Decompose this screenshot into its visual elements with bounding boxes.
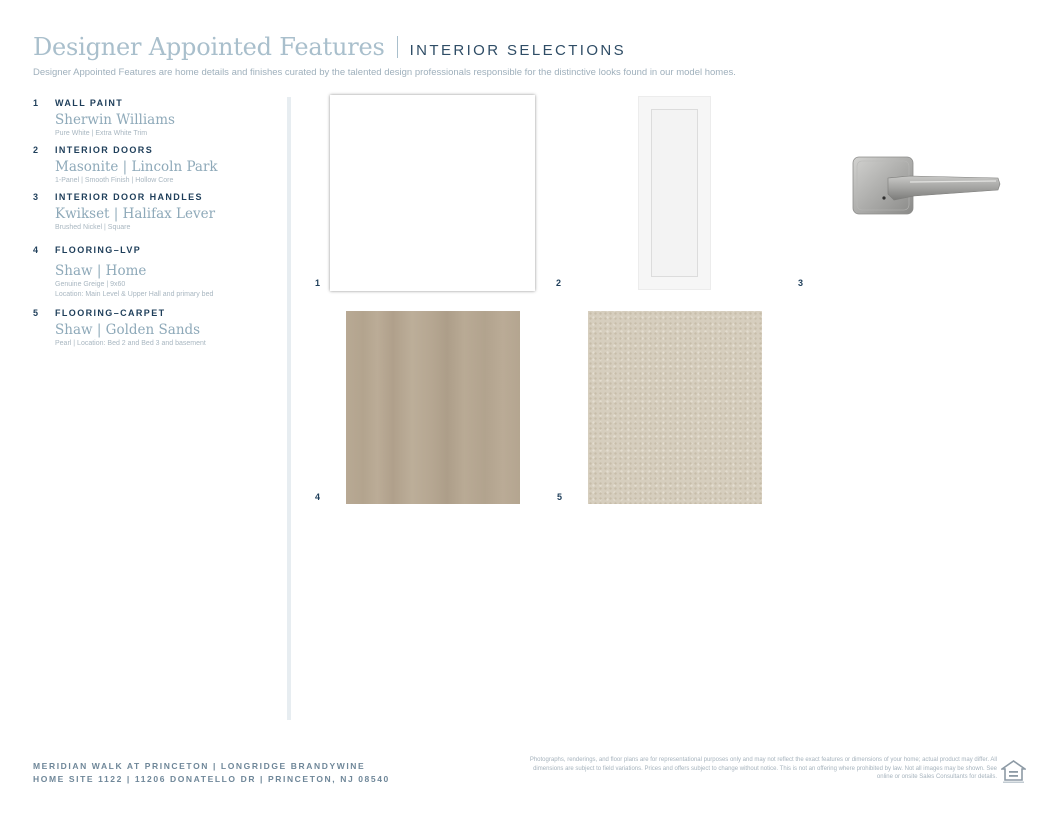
- item-title: Shaw | Golden Sands: [55, 322, 201, 338]
- footer-community: MERIDIAN WALK AT PRINCETON | LONGRIDGE BRANDYWINE: [33, 761, 366, 771]
- title-divider: [397, 36, 398, 58]
- page-subtitle: INTERIOR SELECTIONS: [409, 42, 627, 59]
- item-number: 1: [33, 98, 40, 108]
- selections-list: [33, 98, 278, 355]
- item-number: 5: [33, 308, 40, 318]
- footer-homesite: HOME SITE 1122 | 11206 DONATELLO DR | PRINCETON, NJ 08540: [33, 774, 390, 784]
- item-detail: Location: Main Level & Upper Hall and primary bed: [55, 291, 214, 298]
- item-category: INTERIOR DOOR HANDLES: [55, 192, 203, 202]
- page-header: [33, 33, 1023, 78]
- door-lever-icon: [850, 150, 1005, 220]
- title-row: [33, 33, 1023, 61]
- swatch-number: 2: [556, 278, 562, 288]
- equal-housing-opportunity-icon: [1001, 760, 1026, 784]
- footer-address: [33, 760, 390, 786]
- item-detail: 1-Panel | Smooth Finish | Hollow Core: [55, 177, 174, 184]
- carpet-icon: [588, 311, 762, 504]
- paint-swatch-icon: [330, 95, 535, 291]
- swatch-number: 4: [315, 492, 321, 502]
- list-item: [33, 145, 278, 186]
- swatch-number: 3: [798, 278, 804, 288]
- item-detail: Pearl | Location: Bed 2 and Bed 3 and basement: [55, 340, 206, 347]
- item-title: Shaw | Home: [55, 263, 147, 279]
- list-item: [33, 245, 278, 300]
- intro-text: Designer Appointed Features are home details and finishes curated by the talented design professionals responsible for the distinctive looks found in our model homes.: [33, 67, 736, 78]
- door-lever-graphic: [850, 150, 1005, 220]
- item-detail: Genuine Greige | 9x60: [55, 281, 126, 288]
- list-item: [33, 308, 278, 349]
- item-detail: Pure White | Extra White Trim: [55, 130, 148, 137]
- list-item: [33, 192, 278, 233]
- door-icon: [638, 96, 711, 290]
- lvp-wood-icon: [346, 311, 520, 504]
- footer-disclaimer: Photographs, renderings, and floor plans are for representational purposes only and may not reflect the exact features or dimensions of your home; actual product may differ. All dimensions are subject to field variations. Prices and offers subject to change without notice. This is not an offering where prohibited by law. Not all images may be shown. See online or onsite Sales Consultants for details.: [529, 757, 997, 780]
- list-item: [33, 98, 278, 139]
- item-title: Sherwin Williams: [55, 112, 175, 128]
- item-number: 4: [33, 245, 40, 255]
- page-title: Designer Appointed Features: [33, 33, 385, 61]
- swatch-number: 5: [557, 492, 563, 502]
- item-category: INTERIOR DOORS: [55, 145, 154, 155]
- item-category: FLOORING–CARPET: [55, 308, 166, 318]
- item-number: 3: [33, 192, 40, 202]
- vertical-divider: [287, 97, 291, 720]
- item-number: 2: [33, 145, 40, 155]
- item-category: FLOORING–LVP: [55, 245, 142, 255]
- item-title: Masonite | Lincoln Park: [55, 159, 218, 175]
- door-panel: [651, 109, 698, 277]
- item-title: Kwikset | Halifax Lever: [55, 206, 216, 222]
- item-category: WALL PAINT: [55, 98, 124, 108]
- item-detail: Brushed Nickel | Square: [55, 224, 131, 231]
- swatch-number: 1: [315, 278, 321, 288]
